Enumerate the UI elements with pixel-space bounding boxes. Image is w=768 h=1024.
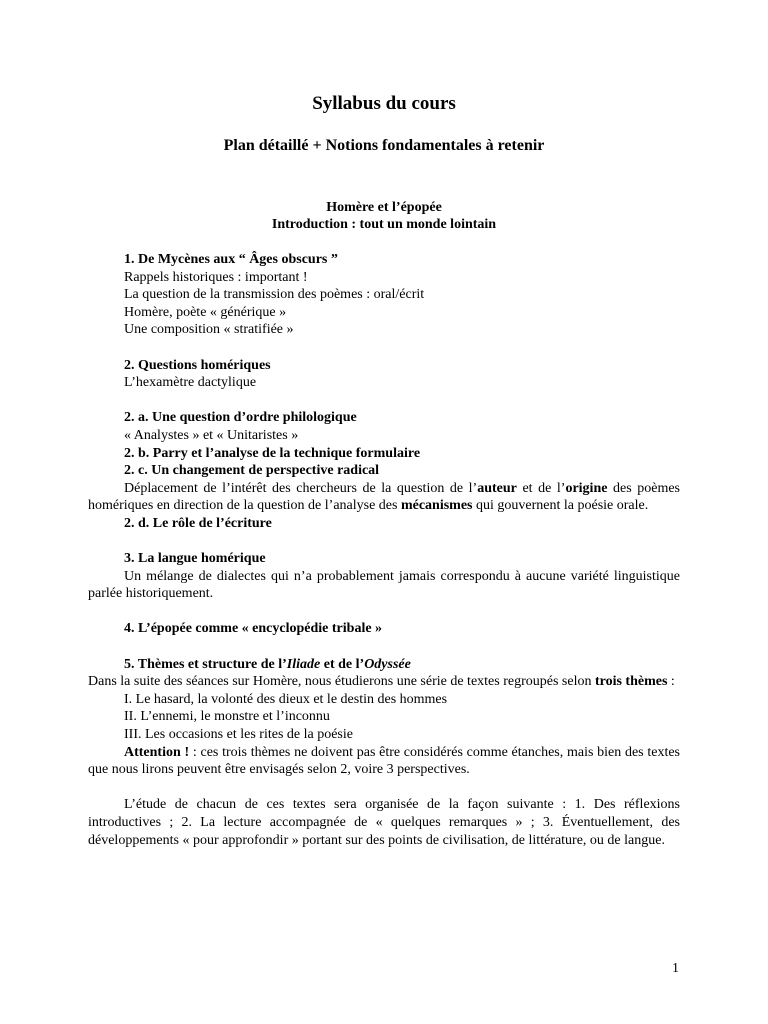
list-item: Une composition « stratifiée » (124, 322, 294, 338)
heading-s2b: 2. b. Parry et l’analyse de la technique formulaire (124, 445, 421, 461)
theme-item: II. L’ennemi, le monstre et l’inconnu (124, 709, 330, 725)
paragraph-s5-intro: Dans la suite des séances sur Homère, nous étudierons une série de textes regroupés selon trois thèmes : (88, 674, 675, 690)
heading-s2d: 2. d. Le rôle de l’écriture (124, 515, 272, 531)
list-item: La question de la transmission des poèmes : oral/écrit (124, 287, 425, 303)
section-title: Homère et l’épopée (326, 200, 442, 215)
theme-item: I. Le hasard, la volonté des dieux et le destin des hommes (124, 691, 448, 707)
page-subtitle: Plan détaillé + Notions fondamentales à retenir (223, 137, 545, 154)
paragraph-s3: Un mélange de dialectes qui n’a probablement jamais correspondu à aucune variété linguistique parlée historiquement. (88, 568, 680, 602)
list-item: Homère, poète « générique » (124, 304, 287, 320)
heading-s5: 5. Thèmes et structure de l’Iliade et de l’Odyssée (124, 656, 411, 672)
list-item: Rappels historiques : important ! (124, 269, 308, 285)
section-subtitle: Introduction : tout un monde lointain (271, 217, 497, 232)
paragraph-attention: Attention ! : ces trois thèmes ne doivent pas être considérés comme étanches, mais bien des textes que nous lirons peuvent être envisagés selon 2, voire 3 perspectives. (88, 744, 680, 778)
paragraph-s2c: Déplacement de l’intérêt des chercheurs de la question de l’auteur et de l’origine des poèmes homériques en direction de la question de l’analyse des mécanismes qui gouvernent la poésie orale. (88, 480, 680, 514)
heading-s2: 2. Questions homériques (124, 357, 271, 373)
paragraph-closing: L’étude de chacun de ces textes sera organisée de la façon suivante : 1. Des réflexions introductives ; 2. La lecture accompagnée de « quelques remarques » ; 3. Éventuellement, des développements « pour approfondir » portant sur des points de civilisation, de littérature, ou de langue. (88, 797, 680, 848)
list-item: « Analystes » et « Unitaristes » (124, 427, 299, 443)
heading-s3: 3. La langue homérique (124, 551, 266, 567)
page-title: Syllabus du cours (312, 93, 456, 114)
page-number: 1 (672, 961, 679, 976)
list-item: L’hexamètre dactylique (124, 375, 257, 391)
document-body (88, 251, 680, 849)
heading-s4: 4. L’épopée comme « encyclopédie tribale » (124, 621, 383, 637)
heading-s2c: 2. c. Un changement de perspective radical (124, 463, 380, 479)
heading-s1: 1. De Mycènes aux “ Âges obscurs ” (124, 252, 338, 267)
theme-item: III. Les occasions et les rites de la poésie (124, 727, 353, 743)
heading-s2a: 2. a. Une question d’ordre philologique (124, 410, 357, 426)
